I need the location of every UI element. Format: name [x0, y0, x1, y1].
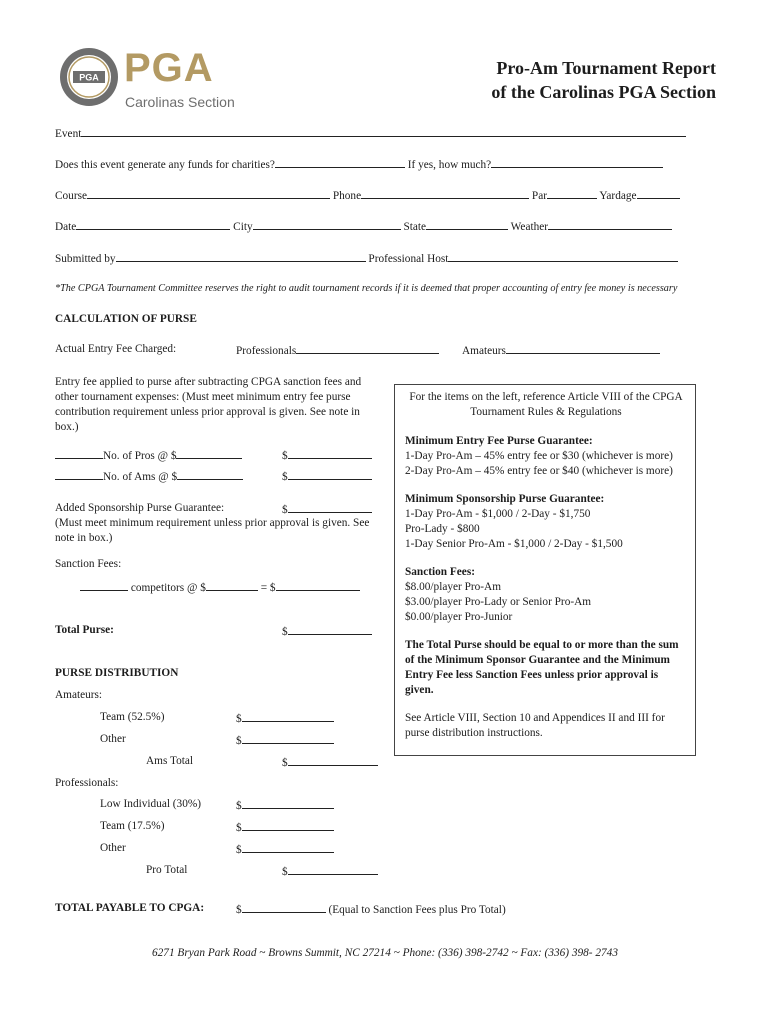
dollar-sign: $	[282, 504, 288, 516]
pro-total-field[interactable]	[288, 864, 378, 875]
how-much-label: If yes, how much?	[407, 159, 492, 171]
course-row	[55, 188, 680, 202]
par-field[interactable]	[547, 188, 597, 199]
dollar-sign: $	[236, 904, 242, 916]
no-ams-row	[55, 469, 243, 483]
ams-other-amount	[236, 733, 334, 747]
dollar-sign: $	[282, 866, 288, 878]
ams-total-label: Ams Total	[146, 755, 194, 767]
total-purse-total	[282, 624, 372, 638]
phone-field[interactable]	[361, 188, 529, 199]
reference-box	[394, 384, 696, 756]
low-individual-amount	[236, 798, 334, 812]
total-payable-label: TOTAL PAYABLE TO CPGA:	[55, 902, 205, 914]
weather-label: Weather	[510, 221, 549, 233]
competitors-fee-field[interactable]	[206, 580, 258, 591]
report-title-line2: of the Carolinas PGA Section	[491, 82, 716, 102]
box-sanction-line3: $0.00/player Pro-Junior	[405, 611, 513, 623]
pro-host-label: Professional Host	[368, 253, 449, 265]
total-payable-field[interactable]	[242, 902, 326, 913]
dollar-sign: $	[236, 713, 242, 725]
min-sponsor-line2: Pro-Lady - $800	[405, 523, 480, 535]
team-175-field[interactable]	[242, 820, 334, 831]
course-field[interactable]	[87, 188, 330, 199]
dollar-sign: $	[282, 757, 288, 769]
competitors-row	[80, 580, 360, 594]
box-sanction-line2: $3.00/player Pro-Lady or Senior Pro-Am	[405, 596, 592, 608]
no-pros-total-field[interactable]	[288, 448, 372, 459]
charities-label: Does this event generate any funds for charities?	[55, 159, 275, 171]
no-ams-total-field[interactable]	[288, 469, 372, 480]
team-525-label: Team (52.5%)	[100, 711, 165, 723]
phone-label: Phone	[332, 190, 362, 202]
city-field[interactable]	[253, 219, 401, 230]
min-sponsor-heading: Minimum Sponsorship Purse Guarantee:	[405, 493, 605, 505]
pga-seal-icon	[58, 46, 120, 108]
no-ams-count-field[interactable]	[55, 469, 103, 480]
ams-total-field[interactable]	[288, 755, 378, 766]
team-525-amount	[236, 711, 334, 725]
state-field[interactable]	[426, 219, 508, 230]
box-intro: For the items on the left, reference Article VIII of the CPGA Tournament Rules & Regulations	[409, 391, 683, 418]
total-purse-note: The Total Purse should be equal to or more than the sum of the Minimum Sponsor Guarantee and the Minimum Entry Fee less Sanction Fees unless prior approval is given.	[405, 639, 679, 696]
date-field[interactable]	[76, 219, 230, 230]
event-row	[55, 126, 686, 140]
pro-other-field[interactable]	[242, 842, 334, 853]
submitted-row	[55, 251, 678, 265]
ams-other-field[interactable]	[242, 733, 334, 744]
how-much-field[interactable]	[491, 157, 663, 168]
no-pros-count-field[interactable]	[55, 448, 103, 459]
box-sanction-heading: Sanction Fees:	[405, 566, 475, 578]
fee-professionals	[236, 343, 439, 357]
dollar-sign: $	[236, 822, 242, 834]
footer-address: 6271 Bryan Park Road ~ Browns Summit, NC 27214 ~ Phone: (336) 398-2742 ~ Fax: (336) 398- 2743	[152, 947, 618, 959]
box-sanction-line1: $8.00/player Pro-Am	[405, 581, 502, 593]
weather-field[interactable]	[548, 219, 672, 230]
state-label: State	[403, 221, 427, 233]
team-525-field[interactable]	[242, 711, 334, 722]
charities-field[interactable]	[275, 157, 405, 168]
fee-amateurs-field[interactable]	[506, 343, 660, 354]
no-pros-row	[55, 448, 242, 462]
fee-amateurs-label: Amateurs	[462, 345, 506, 357]
logo-name: PGA	[124, 46, 214, 90]
min-entry-line1: 1-Day Pro-Am – 45% entry fee or $30 (whichever is more)	[405, 450, 673, 462]
dollar-sign: $	[282, 471, 288, 483]
ams-other-label: Other	[100, 733, 126, 745]
fee-professionals-field[interactable]	[296, 343, 439, 354]
submitted-by-label: Submitted by	[55, 253, 116, 265]
fee-amateurs	[462, 343, 660, 357]
min-entry-line2: 2-Day Pro-Am – 45% entry fee or $40 (whichever is more)	[405, 465, 673, 477]
total-payable-amount	[236, 902, 506, 916]
no-pros-total	[282, 448, 372, 462]
fee-professionals-label: Professionals	[236, 345, 297, 357]
total-payable-note: (Equal to Sanction Fees plus Pro Total)	[328, 904, 506, 916]
pro-other-label: Other	[100, 842, 126, 854]
min-sponsor-line3: 1-Day Senior Pro-Am - $1,000 / 2-Day - $1,500	[405, 538, 623, 550]
added-sponsorship-label: Added Sponsorship Purse Guarantee:	[55, 502, 225, 514]
pga-logo	[58, 44, 248, 114]
no-ams-label: No. of Ams @ $	[103, 471, 178, 483]
see-article-note: See Article VIII, Section 10 and Appendices II and III for purse distribution instructions.	[405, 712, 665, 739]
sanction-total-field[interactable]	[276, 580, 360, 591]
competitors-label: competitors @ $	[130, 582, 206, 594]
city-label: City	[233, 221, 253, 233]
dist-amateurs-label: Amateurs:	[55, 689, 103, 701]
date-label: Date	[55, 221, 77, 233]
event-field[interactable]	[81, 126, 686, 137]
equals-label: = $	[260, 582, 276, 594]
min-sponsor-line1: 1-Day Pro-Am - $1,000 / 2-Day - $1,750	[405, 508, 591, 520]
dollar-sign: $	[282, 626, 288, 638]
total-purse-field[interactable]	[288, 624, 372, 635]
distribution-heading: PURSE DISTRIBUTION	[55, 667, 179, 679]
min-entry-heading: Minimum Entry Fee Purse Guarantee:	[405, 435, 593, 447]
par-label: Par	[531, 190, 547, 202]
added-sponsorship-field[interactable]	[288, 502, 372, 513]
dollar-sign: $	[236, 800, 242, 812]
actual-fee-label: Actual Entry Fee Charged:	[55, 343, 177, 355]
dollar-sign: $	[236, 735, 242, 747]
logo-subtitle: Carolinas Section	[125, 94, 235, 110]
course-label: Course	[55, 190, 88, 202]
calculation-heading: CALCULATION OF PURSE	[55, 313, 197, 325]
no-pros-label: No. of Pros @ $	[103, 450, 177, 462]
no-pros-fee-field[interactable]	[176, 448, 242, 459]
event-label: Event	[55, 128, 82, 140]
dist-professionals-label: Professionals:	[55, 777, 119, 789]
pro-host-field[interactable]	[448, 251, 678, 262]
pro-total-label: Pro Total	[146, 864, 188, 876]
pro-other-amount	[236, 842, 334, 856]
no-ams-total	[282, 469, 372, 483]
low-individual-field[interactable]	[242, 798, 334, 809]
charities-row	[55, 157, 663, 171]
competitors-count-field[interactable]	[80, 580, 128, 591]
total-purse-label: Total Purse:	[55, 624, 114, 636]
low-individual-label: Low Individual (30%)	[100, 798, 202, 810]
yardage-field[interactable]	[637, 188, 680, 199]
sponsorship-note: (Must meet minimum requirement unless prior approval is given. See note in box.)	[55, 517, 370, 544]
entry-fee-note: Entry fee applied to purse after subtracting CPGA sanction fees and other tournament expenses: (Must meet minimum entry fee purse contribution requirement unless prior approval is given. See note in box.)	[55, 376, 362, 433]
no-ams-fee-field[interactable]	[177, 469, 243, 480]
team-175-amount	[236, 820, 334, 834]
pro-total-amount	[282, 864, 378, 878]
yardage-label: Yardage	[599, 190, 637, 202]
audit-disclaimer: *The CPGA Tournament Committee reserves the right to audit tournament records if it is deemed that proper accounting of entry fee money is necessary	[55, 283, 678, 294]
added-sponsorship-total	[282, 502, 372, 516]
dollar-sign: $	[282, 450, 288, 462]
report-title-line1: Pro-Am Tournament Report	[496, 58, 716, 78]
submitted-by-field[interactable]	[116, 251, 366, 262]
sanction-fees-label: Sanction Fees:	[55, 558, 122, 570]
date-row	[55, 219, 672, 233]
team-175-label: Team (17.5%)	[100, 820, 165, 832]
ams-total-amount	[282, 755, 378, 769]
dollar-sign: $	[236, 844, 242, 856]
svg-text:PGA: PGA	[79, 72, 99, 83]
